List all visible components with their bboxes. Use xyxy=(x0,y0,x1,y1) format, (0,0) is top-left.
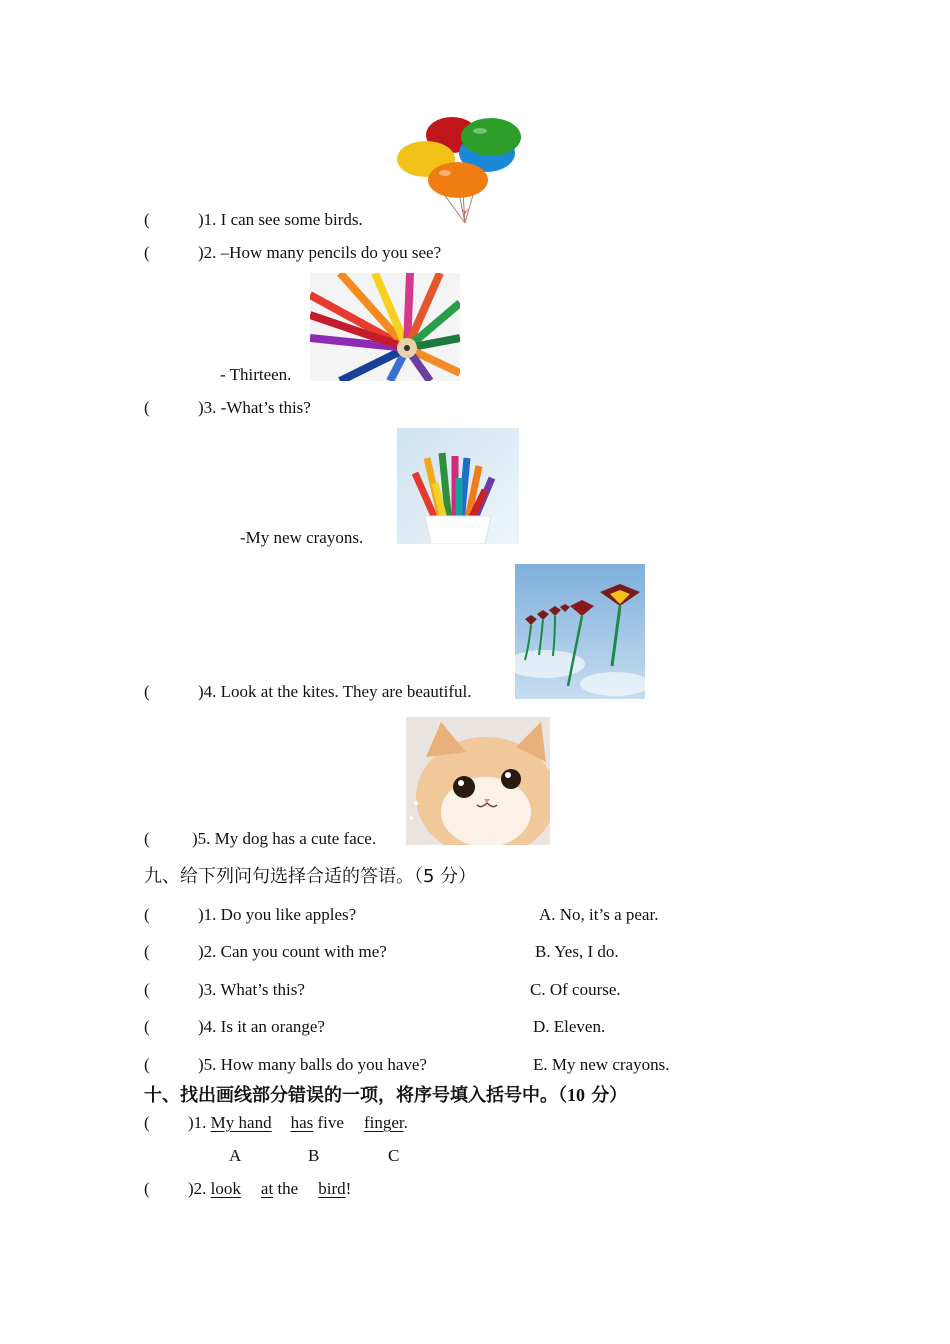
underlined-part-c: finger xyxy=(363,1113,404,1132)
colored-pencils-image xyxy=(310,273,460,381)
answer-paren-open[interactable]: ( xyxy=(144,905,150,924)
underlined-part-a: look xyxy=(210,1179,241,1198)
option-e: E. My new crayons. xyxy=(533,1055,670,1074)
plain-text: the xyxy=(273,1179,299,1198)
underlined-part-b: at xyxy=(260,1179,274,1198)
section-9-heading: 九、给下列问句选择合适的答语。（5 分） xyxy=(144,866,477,887)
question-number: )1. xyxy=(188,1113,211,1132)
letter-b: B xyxy=(308,1146,320,1165)
underlined-part-c: bird xyxy=(318,1179,346,1198)
answer-8-3: -My new crayons. xyxy=(240,528,364,547)
section-10-heading xyxy=(144,1084,627,1107)
question-number: )2. xyxy=(188,1179,211,1198)
answer-paren-open[interactable]: ( xyxy=(144,243,150,262)
question-8-5: )5. My dog has a cute face. xyxy=(192,829,377,848)
question-8-4: )4. Look at the kites. They are beautiful. xyxy=(198,682,472,701)
question-8-2: )2. –How many pencils do you see? xyxy=(198,243,442,262)
question-9-1: )1. Do you like apples? xyxy=(198,905,357,924)
cat-image xyxy=(406,717,550,845)
underlined-part-a: My hand xyxy=(210,1113,272,1132)
svg-text:✦: ✦ xyxy=(412,799,421,810)
underlined-part-b: has xyxy=(290,1113,314,1132)
svg-text:✦: ✦ xyxy=(408,814,415,823)
question-9-3: )3. What’s this? xyxy=(198,980,305,999)
option-b: B. Yes, I do. xyxy=(535,942,619,961)
option-d: D. Eleven. xyxy=(533,1017,606,1036)
section-10-heading-end: 分） xyxy=(585,1085,628,1106)
question-10-2 xyxy=(188,1179,351,1199)
plain-text: five xyxy=(313,1113,344,1132)
answer-paren-open[interactable]: ( xyxy=(144,1055,150,1074)
option-c: C. Of course. xyxy=(530,980,621,999)
answer-paren-open[interactable]: ( xyxy=(144,210,150,229)
question-8-3: )3. -What’s this? xyxy=(198,398,311,417)
answer-paren-open[interactable]: ( xyxy=(144,829,150,848)
balloons-image xyxy=(395,113,525,228)
answer-paren-open[interactable]: ( xyxy=(144,398,150,417)
answer-paren-open[interactable]: ( xyxy=(144,682,150,701)
answer-paren-open[interactable]: ( xyxy=(144,1017,150,1036)
crayons-image xyxy=(397,428,519,544)
letter-c: C xyxy=(388,1146,400,1165)
question-10-1 xyxy=(188,1113,408,1133)
letter-a: A xyxy=(229,1146,242,1165)
question-9-5: )5. How many balls do you have? xyxy=(198,1055,427,1074)
section-10-heading-text: 十、找出画线部分错误的一项，将序号填入括号中。（ xyxy=(144,1085,567,1106)
option-a: A. No, it’s a pear. xyxy=(539,905,659,924)
answer-paren-open[interactable]: ( xyxy=(144,980,150,999)
question-9-4: )4. Is it an orange? xyxy=(198,1017,325,1036)
answer-paren-open[interactable]: ( xyxy=(144,1113,150,1132)
answer-paren-open[interactable]: ( xyxy=(144,942,150,961)
answer-8-2: - Thirteen. xyxy=(220,365,292,384)
question-9-2: )2. Can you count with me? xyxy=(198,942,387,961)
answer-paren-open[interactable]: ( xyxy=(144,1179,150,1198)
kites-image xyxy=(515,564,645,699)
punctuation: . xyxy=(403,1113,408,1132)
section-10-score: 10 xyxy=(567,1085,585,1105)
punctuation: ! xyxy=(345,1179,352,1198)
question-8-1: )1. I can see some birds. xyxy=(198,210,363,229)
